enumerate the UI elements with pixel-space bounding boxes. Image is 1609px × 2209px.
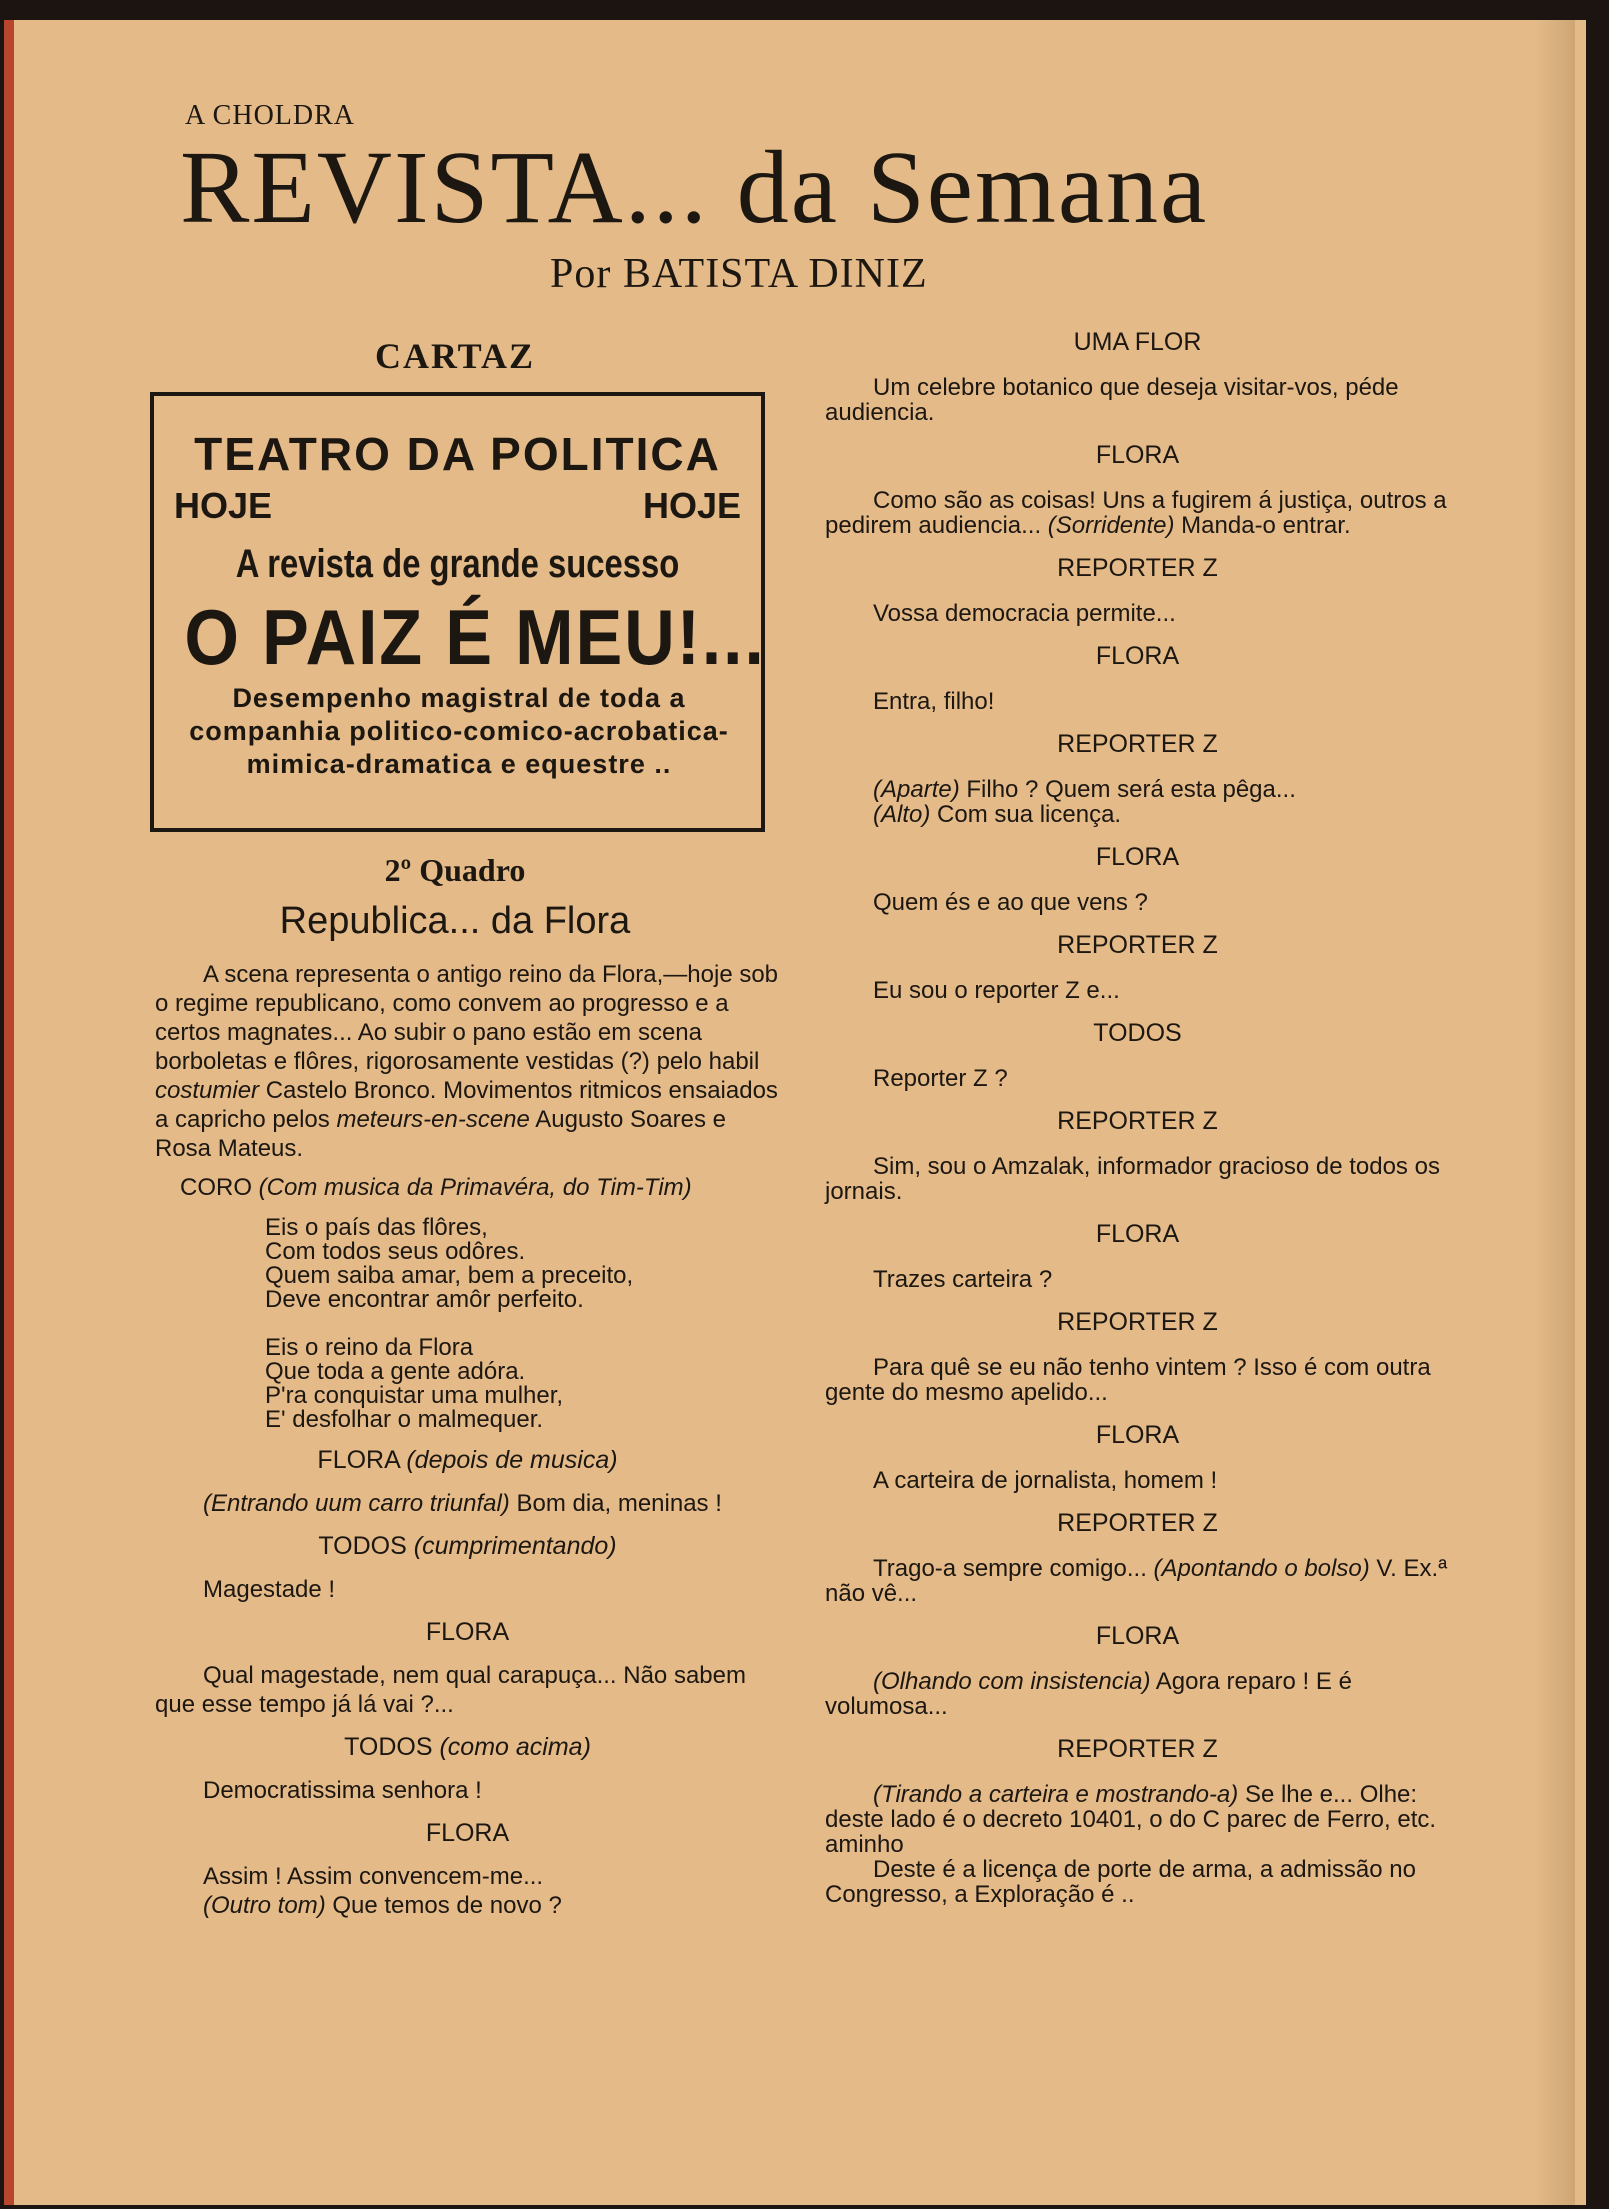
speaker-label: REPORTER Z <box>1057 730 1218 758</box>
speech: A carteira de jornalista, homem ! <box>873 1467 1218 1494</box>
section-name: A CHOLDRA <box>185 100 356 131</box>
stage-direction: (como acima) <box>439 1733 591 1761</box>
speaker-label: REPORTER Z <box>1057 554 1218 582</box>
scene-italic-1: costumier <box>155 1077 260 1104</box>
speech-text: Filho ? Quem será esta pêga... <box>959 776 1296 803</box>
speech <box>825 1556 1450 1606</box>
speech-text: Trago-a sempre comigo... <box>873 1555 1154 1582</box>
speaker-label: FLORA <box>1095 1220 1180 1248</box>
theatre-poster <box>150 392 765 832</box>
speech: Democratissima senhora ! <box>203 1777 482 1804</box>
coro-label: CORO <box>180 1174 252 1201</box>
speech: Vossa democracia permite... <box>873 600 1176 627</box>
speaker-label: FLORA <box>425 1618 510 1646</box>
speech-text: Bom dia, meninas ! <box>509 1490 722 1517</box>
verse-line: Quem saiba amar, bem a preceito, <box>265 1262 634 1289</box>
scene-text-1: A scena representa o antigo reino da Flora,—hoje sob o regime republicano, como convem ao progresso e a certos magnates... Ao subir o pano estão em scena borboletas e flôres, rigorosamente vestidas (?) pelo habil <box>155 961 779 1075</box>
speech-text: Se lhe e... Olhe: deste lado é o decreto 10401, o do C parec de Ferro, etc. aminho <box>825 1781 1437 1858</box>
speech: Qual magestade, nem qual carapuça... Não sabem que esse tempo já lá vai ?... <box>155 1662 746 1718</box>
speech: Reporter Z ? <box>873 1065 1008 1092</box>
speech: Magestade ! <box>203 1576 336 1603</box>
verse-line: Eis o país das flôres, <box>265 1214 488 1241</box>
right-column <box>825 330 1450 1907</box>
scene-text-3: Augusto Soares e Rosa Mateus. <box>155 1106 727 1162</box>
stage-direction: (depois de musica) <box>406 1446 618 1474</box>
speech: Trazes carteira ? <box>873 1266 1053 1293</box>
poster-cast-line: Desempenho magistral de toda a companhia politico-comico-acrobatica-mimica-dramatica e equestre .. <box>189 683 729 779</box>
speaker-label: FLORA <box>1095 1622 1180 1650</box>
speaker-heading <box>155 1532 780 1561</box>
speaker-label: FLORA <box>317 1446 400 1474</box>
verse-line: Eis o reino da Flora <box>265 1334 474 1361</box>
stage-direction: (Apontando o bolso) <box>1153 1555 1370 1582</box>
speech-text: Manda-o entrar. <box>1174 512 1351 539</box>
speaker-label: TODOS <box>344 1733 433 1761</box>
poster-title: TEATRO DA POLITICA <box>194 428 721 480</box>
speaker-label: REPORTER Z <box>1057 1735 1218 1763</box>
quadro-title: Republica... da Flora <box>279 900 631 942</box>
speech: Entra, filho! <box>873 688 995 715</box>
speech-text: Que temos de novo ? <box>325 1892 562 1919</box>
speech <box>825 488 1450 538</box>
speaker-label: REPORTER Z <box>1057 1509 1218 1537</box>
poster-hoje-left: HOJE <box>174 485 273 526</box>
stage-direction: (cumprimentando) <box>413 1532 617 1560</box>
speaker-label: FLORA <box>1095 642 1180 670</box>
stage-direction: (Olhando com insistencia) <box>873 1668 1151 1695</box>
speaker-label: REPORTER Z <box>1057 1308 1218 1336</box>
speech: Eu sou o reporter Z e... <box>873 977 1120 1004</box>
left-column <box>155 960 780 1920</box>
speech: Quem és e ao que vens ? <box>873 889 1148 916</box>
speech-text: Agora reparo ! E é volumosa... <box>825 1668 1352 1720</box>
speech <box>825 1782 1450 1857</box>
cartaz-heading: CARTAZ <box>374 336 536 376</box>
quadro-heading: 2º Quadro <box>384 852 526 888</box>
verse-line: Com todos seus odôres. <box>265 1238 526 1265</box>
speech-text: V. Ex.ª não vê... <box>825 1555 1448 1607</box>
stage-direction: (Sorridente) <box>1047 512 1175 539</box>
stage-direction: (Tirando a carteira e mostrando-a) <box>873 1781 1239 1808</box>
speaker-label: UMA FLOR <box>1073 328 1202 356</box>
stage-direction: (Aparte) <box>873 776 960 803</box>
stage-direction: (Outro tom) <box>203 1892 326 1919</box>
poster-bottom-rule <box>150 828 765 832</box>
speech <box>825 1669 1450 1719</box>
masthead-title: REVISTA... da Semana <box>180 130 1209 245</box>
speech: Um celebre botanico que deseja visitar-vos, péde audiencia. <box>825 374 1399 426</box>
speech: Sim, sou o Amzalak, informador gracioso de todos os jornais. <box>825 1153 1440 1205</box>
speech: Assim ! Assim convencem-me... <box>203 1863 544 1890</box>
speech <box>155 1891 780 1920</box>
scene-description <box>155 960 780 1163</box>
verse-line: P'ra conquistar uma mulher, <box>265 1382 564 1409</box>
poster-tagline: A revista de grande sucesso <box>235 542 680 586</box>
coro-heading <box>155 1173 780 1202</box>
poster-play-title: O PAIZ É MEU!... <box>184 593 766 681</box>
speech: Deste é a licença de porte de arma, a admissão no Congresso, a Exploração é .. <box>825 1856 1416 1908</box>
verse-line: Que toda a gente adóra. <box>265 1358 526 1385</box>
author-byline: Por BATISTA DINIZ <box>550 251 928 297</box>
verse-line: Deve encontrar amôr perfeito. <box>265 1286 584 1313</box>
speaker-label: FLORA <box>1095 843 1180 871</box>
page-fold-shadow <box>1535 20 1575 2205</box>
speech-text: Como são as coisas! Uns a fugirem á justiça, outros a pedirem audiencia... <box>825 487 1447 539</box>
poster-hoje-right: HOJE <box>642 485 741 526</box>
coro-direction: (Com musica da Primavéra, do Tim-Tim) <box>258 1174 692 1201</box>
speech <box>825 777 1450 802</box>
speaker-label: REPORTER Z <box>1057 1107 1218 1135</box>
speaker-heading <box>155 1733 780 1762</box>
scene-italic-2: meteurs-en-scene <box>336 1106 530 1133</box>
speaker-label: TODOS <box>318 1532 407 1560</box>
speech: Para quê se eu não tenho vintem ? Isso é com outra gente do mesmo apelido... <box>825 1354 1431 1406</box>
speech <box>155 1489 780 1518</box>
speaker-label: FLORA <box>1095 1421 1180 1449</box>
verse-line: E' desfolhar o malmequer. <box>265 1406 544 1433</box>
speaker-heading <box>155 1446 780 1475</box>
speaker-label: FLORA <box>1095 441 1180 469</box>
stage-direction: (Alto) <box>873 801 931 828</box>
speech-text: Com sua licença. <box>930 801 1122 828</box>
speaker-label: TODOS <box>1093 1019 1182 1047</box>
scene-text-2: Castelo Bronco. Movimentos ritmicos ensaiados a capricho pelos <box>155 1077 778 1133</box>
speech <box>825 802 1450 827</box>
speaker-label: REPORTER Z <box>1057 931 1218 959</box>
stage-direction: (Entrando uum carro triunfal) <box>203 1490 510 1517</box>
speaker-label: FLORA <box>425 1819 510 1847</box>
